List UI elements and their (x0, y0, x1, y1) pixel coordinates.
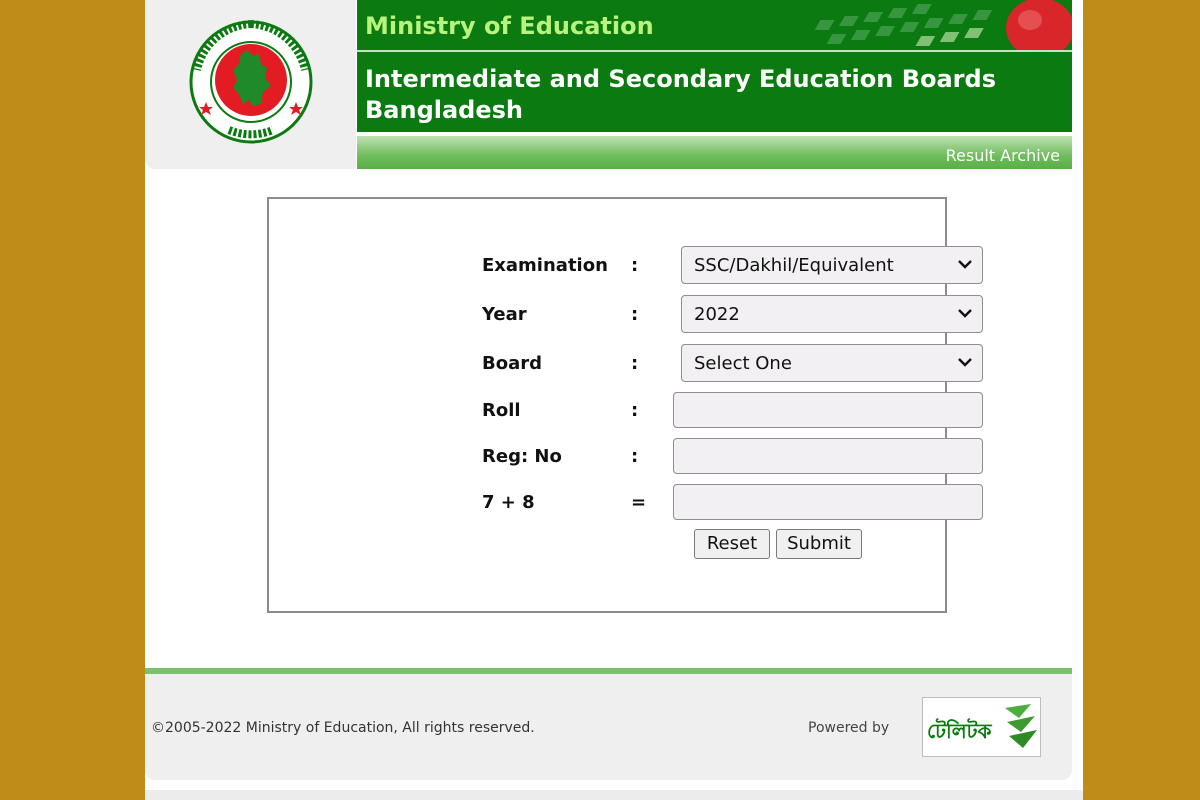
board-label: Board (482, 353, 542, 374)
submit-button[interactable]: Submit (776, 529, 862, 559)
board-separator: : (631, 353, 639, 374)
roll-label: Roll (482, 400, 521, 421)
teletalk-logo-icon (923, 698, 1040, 756)
copyright-text: ©2005-2022 Ministry of Education, All rights reserved. (151, 720, 535, 736)
year-separator: : (631, 304, 639, 325)
footer (145, 674, 1072, 780)
examination-label: Examination (482, 255, 608, 276)
year-selected-value: 2022 (694, 304, 740, 325)
boards-banner (357, 52, 1072, 132)
captcha-question: 7 + 8 (482, 492, 535, 513)
reg-no-separator: : (631, 446, 639, 467)
chevron-down-icon (958, 357, 972, 367)
year-select[interactable] (681, 295, 983, 333)
nav-bar (357, 136, 1072, 169)
board-select[interactable] (681, 344, 983, 382)
reg-no-label: Reg: No (482, 446, 562, 467)
page-bottom-edge (145, 790, 1083, 800)
roll-input[interactable] (673, 392, 983, 428)
boards-title: Intermediate and Secondary Education Boards Bangladesh (365, 65, 996, 124)
banner-decoration (772, 0, 1072, 50)
logo-area (145, 0, 356, 169)
ministry-banner (357, 0, 1072, 50)
reg-no-input[interactable] (673, 438, 983, 474)
examination-select[interactable] (681, 246, 983, 284)
teletalk-logo[interactable] (922, 697, 1041, 757)
captcha-separator: = (631, 492, 647, 513)
captcha-input[interactable] (673, 484, 983, 520)
chevron-down-icon (958, 308, 972, 318)
year-label: Year (482, 304, 527, 325)
examination-separator: : (631, 255, 639, 276)
ministry-title: Ministry of Education (365, 12, 654, 40)
teletalk-logo-text: টেলিটক (927, 719, 992, 743)
result-archive-link[interactable]: Result Archive (945, 146, 1060, 165)
examination-selected-value: SSC/Dakhil/Equivalent (694, 255, 894, 276)
roll-separator: : (631, 400, 639, 421)
page-container (145, 0, 1083, 790)
reset-button[interactable]: Reset (694, 529, 770, 559)
powered-by-text: Powered by (808, 720, 890, 736)
government-seal-logo (189, 20, 313, 144)
board-selected-value: Select One (694, 353, 792, 374)
chevron-down-icon (958, 259, 972, 269)
